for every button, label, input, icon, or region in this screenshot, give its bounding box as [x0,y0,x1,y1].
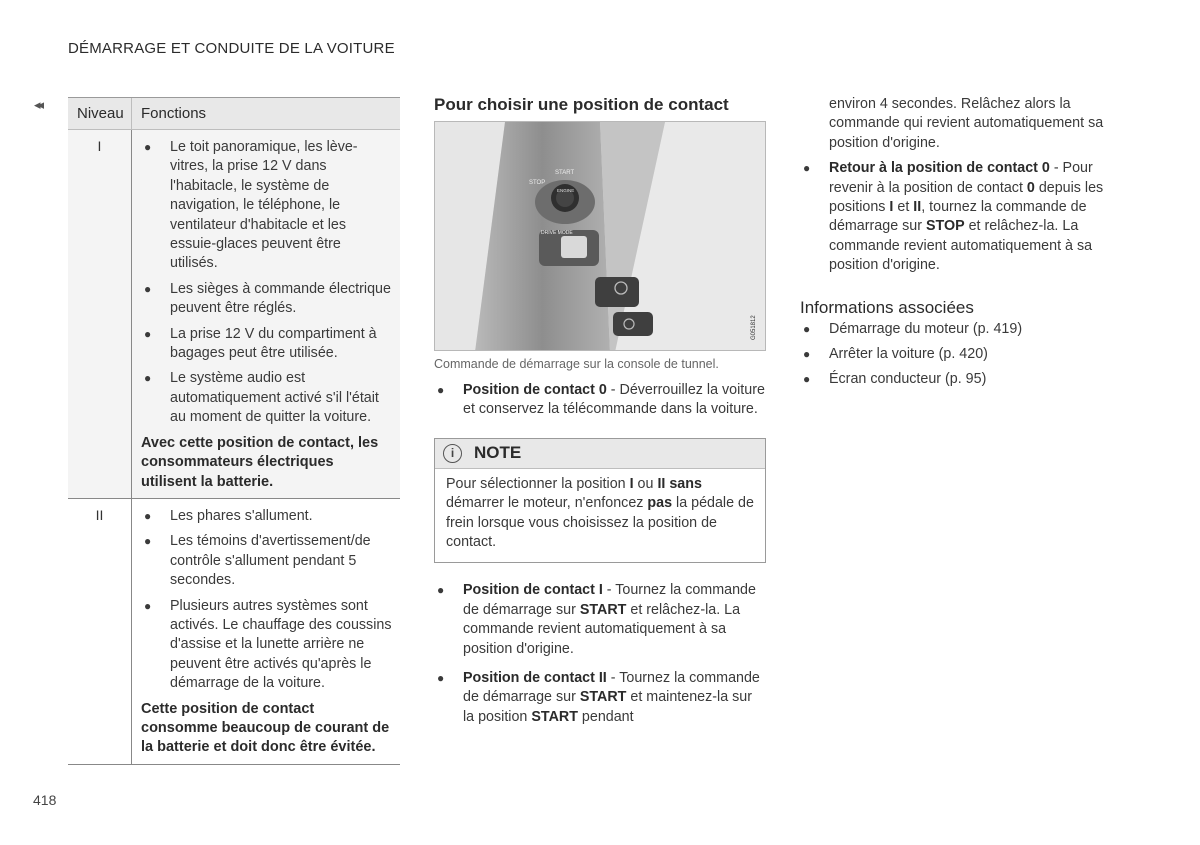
note-title: NOTE [474,443,522,463]
level-cell: II [68,499,132,764]
continuation-text: environ 4 secondes. Relâchez alors la commande qui revient automatiquement sa position d'origine. [829,96,1104,151]
bullet-icon: ● [803,372,811,387]
note-body: Pour sélectionner la position I ou II sans démarrer le moteur, n'enfoncez pas la pédale de frein lorsque vous choisissez la position de contact. [446,475,754,551]
list-item: ● Les phares s'allument. [141,507,392,526]
table-row [68,130,400,499]
list-item: ● Les sièges à commande électrique peuvent être réglés. [144,280,391,317]
functions-cell [132,130,400,498]
right-column [800,95,1130,390]
bullet-icon: ● [144,534,152,549]
bullet-icon: ● [437,671,445,686]
table-row [68,499,400,765]
col-header-functions: Fonctions [141,105,207,122]
list-item: ● Position de contact 0 - Déverrouillez la voiture et conservez la télécommande dans la voiture. [437,382,765,418]
svg-text:START: START [555,170,575,176]
level-note: Avec cette position de contact, les consommateurs électriques utilisent la batterie. [141,434,379,490]
list-item: ● Les témoins d'avertissement/de contrôle s'allument pendant 5 secondes. [144,533,371,589]
info-icon: i [443,444,462,463]
svg-text:DRIVE MODE: DRIVE MODE [541,230,573,236]
list-item: ● La prise 12 V du compartiment à bagages peut être utilisée. [144,325,377,362]
related-link[interactable]: ● Écran conducteur (p. 95) [800,370,1130,389]
related-heading: Informations associées [800,297,974,317]
list-item: ● Retour à la position de contact 0 - Pour revenir à la position de contact 0 depuis les positions I et II, tournez la commande de démarrage sur STOP et relâchez-la. La commande revient automatiquement à sa position d'origine. [803,160,1104,274]
section-heading: Pour choisir une position de contact [434,95,729,114]
bullet-icon: ● [144,508,152,523]
list-item: ● Position de contact II - Tournez la commande de démarrage sur START et maintenez-la sur la position START pendant [437,670,760,725]
bullet-icon: ● [144,140,152,154]
related-link[interactable]: ● Démarrage du moteur (p. 419) [800,320,1130,339]
photo-caption: Commande de démarrage sur la console de tunnel. [434,357,719,371]
bullet-icon: ● [144,371,152,386]
level-note: Cette position de contact consomme beaucoup de courant de la batterie et doit donc être évitée. [141,700,390,756]
list-item: ● Position de contact I - Tournez la commande de démarrage sur START et relâchez-la. La commande revient automatiquement à sa position d'origine. [437,582,756,657]
middle-column [434,95,766,727]
note-box [434,438,766,564]
table-header [68,98,400,130]
bullet-icon: ● [803,347,811,362]
page-number: 418 [33,792,57,808]
note-header [435,439,765,469]
bullet-icon: ● [437,583,445,598]
col-header-level: Niveau [68,98,132,129]
bullet-icon: ● [803,161,811,176]
previous-page-icon[interactable]: ◂◂ [34,97,42,112]
svg-text:G051812: G051812 [751,315,757,340]
ignition-levels-table [68,97,400,765]
list-item: ● Le système audio est automatiquement activé s'il l'était au moment de quitter la voiture. [144,370,379,426]
svg-text:ENGINE: ENGINE [557,188,575,193]
level-cell: I [68,130,132,498]
console-illustration [435,122,766,351]
bullet-icon: ● [144,326,152,341]
bullet-icon: ● [803,321,811,336]
list-item: ● Plusieurs autres systèmes sont activés. Le chauffage des coussins d'assise et la lunette arrière ne peuvent être activés qu'après le démarrage de la voiture. [144,597,392,692]
bullet-icon: ● [144,281,152,296]
functions-cell [132,499,400,764]
list-item: ● Le toit panoramique, les lève-vitres, la prise 12 V dans l'habitacle, le système de navigation, le téléphone, le ventilateur d'habitacle et les essuie-glaces peuvent être utilisés. [144,139,358,272]
related-link[interactable]: ● Arrêter la voiture (p. 420) [800,345,1130,364]
console-photo [434,121,766,351]
svg-text:STOP: STOP [529,180,546,186]
bullet-icon: ● [437,383,445,397]
bullet-icon: ● [144,598,152,613]
page-header-title: DÉMARRAGE ET CONDUITE DE LA VOITURE [68,40,395,57]
